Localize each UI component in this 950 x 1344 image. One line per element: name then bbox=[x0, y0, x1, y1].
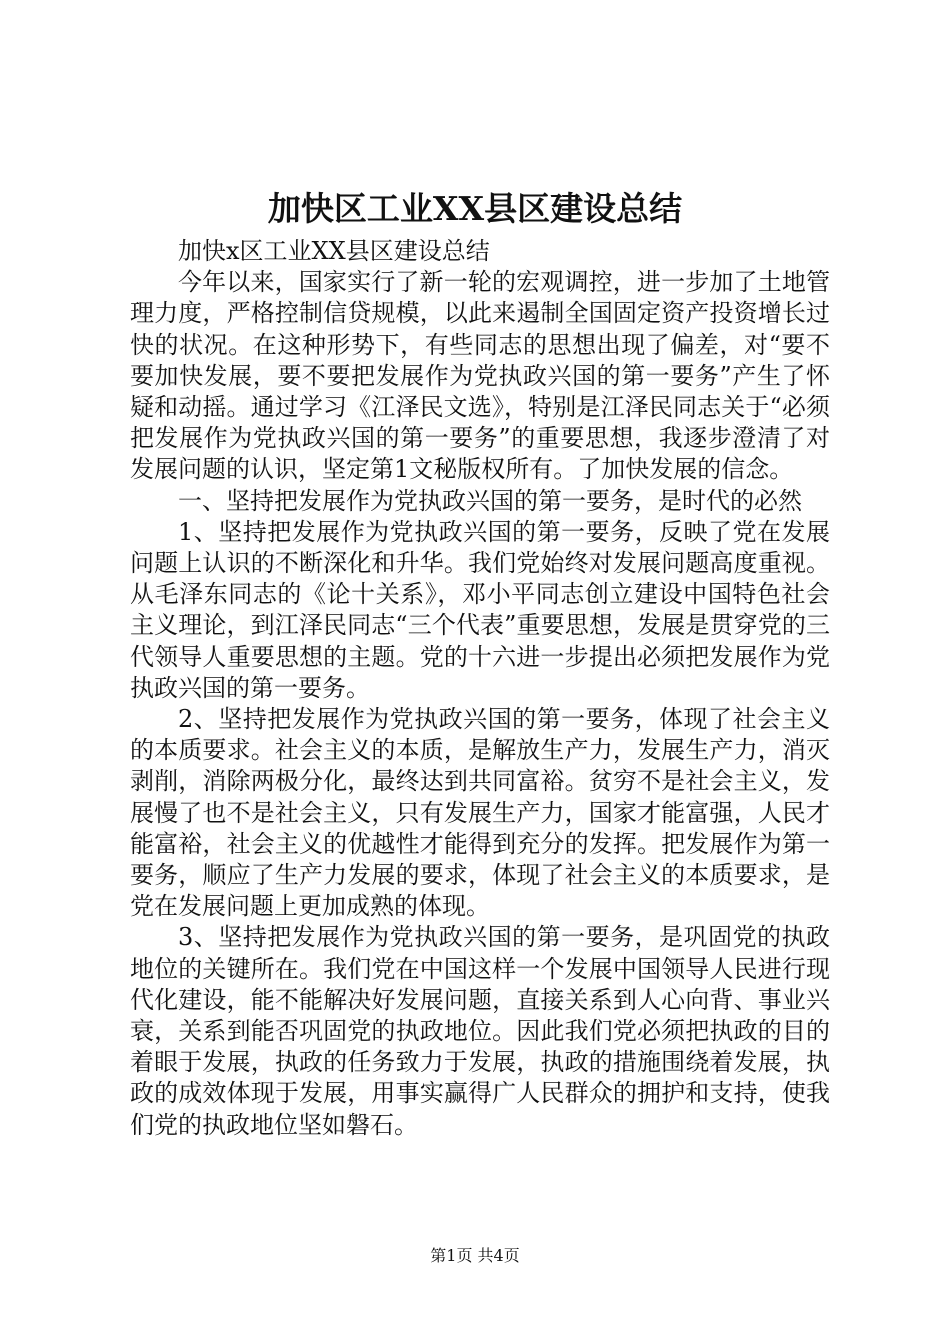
paragraph-subtitle: 加快x区工业XX县区建设总结 bbox=[178, 237, 490, 265]
paragraph-point-2: 2、坚持把发展作为党执政兴国的第一要务，体现了社会主义的本质要求。社会主义的本质，是解放生产力，发展生产力，消灭剥削，消除两极分化，最终达到共同富裕。贫穷不是社会主义，发展慢了也不是社会主义，只有发展生产力，国家才能富强，人民才能富裕，社会主义的优越性才能得到充分的发挥。把发展作为第一要务，顺应了生产力发展的要求，体现了社会主义的本质要求，是党在发展问题上更加成熟的体现。 bbox=[130, 705, 830, 921]
section-heading-1: 一、坚持把发展作为党执政兴国的第一要务，是时代的必然 bbox=[178, 486, 802, 515]
paragraph-intro: 今年以来，国家实行了新一轮的宏观调控，进一步加了土地管理力度，严格控制信贷规模，以此来遏制全国固定资产投资增长过快的状况。在这种形势下，有些同志的思想出现了偏差，对“要不要加快发展，要不要把发展作为党执政兴国的第一要务”产生了怀疑和动摇。通过学习《江泽民文选》，特别是江泽民同志关于“必须把发展作为党执政兴国的第一要务”的重要思想，我逐步澄清了对发展问题的认识，坚定第1文秘版权所有。了加快发展的信念。 bbox=[130, 268, 830, 484]
page-title: 加快区工业XX县区建设总结 bbox=[267, 189, 683, 228]
page-number-footer: 第1页 共4页 bbox=[430, 1246, 520, 1265]
paragraph-point-1: 1、坚持把发展作为党执政兴国的第一要务，反映了党在发展问题上认识的不断深化和升华。我们党始终对发展问题高度重视。从毛泽东同志的《论十关系》，邓小平同志创立建设中国特色社会主义理论，到江泽民同志“三个代表”重要思想，发展是贯穿党的三代领导人重要思想的主题。党的十六进一步提出必须把发展作为党执政兴国的第一要务。 bbox=[130, 517, 830, 702]
paragraph-point-3: 3、坚持把发展作为党执政兴国的第一要务，是巩固党的执政地位的关键所在。我们党在中国这样一个发展中国领导人民进行现代化建设，能不能解决好发展问题，直接关系到人心向背、事业兴衰，关系到能否巩固党的执政地位。因此我们党必须把执政的目的着眼于发展，执政的任务致力于发展，执政的措施围绕着发展，执政的成效体现于发展，用事实赢得广人民群众的拥护和支持，使我们党的执政地位坚如磐石。 bbox=[130, 923, 830, 1139]
document-body bbox=[130, 236, 830, 1141]
